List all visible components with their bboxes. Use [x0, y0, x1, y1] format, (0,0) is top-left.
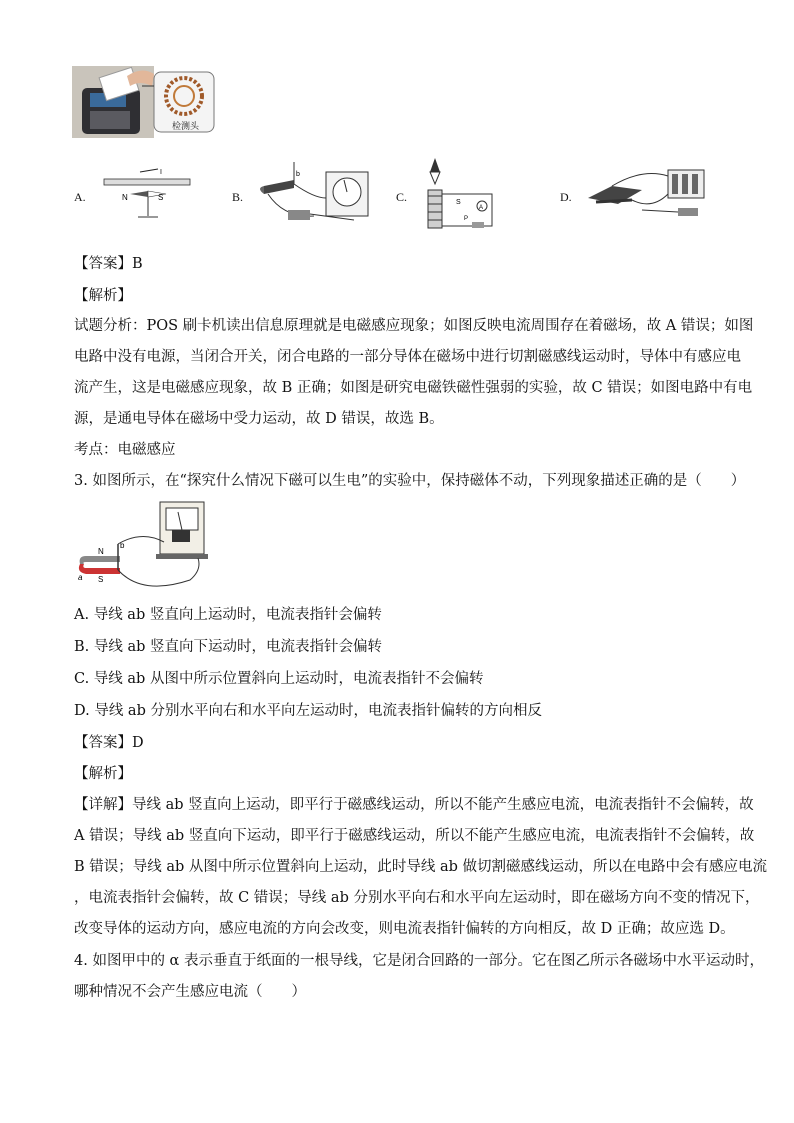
answer-prefix: 【答案】: [74, 256, 132, 272]
answer-prefix: 【答案】: [74, 735, 132, 751]
q2-answer: [74, 254, 143, 274]
q3-answer: [74, 733, 144, 753]
svg-text:I: I: [160, 169, 162, 176]
option-d-figure: [582, 164, 710, 228]
q3-detail-line: B 错误；导线 ab 从图中所示位置斜向上运动，此时导线 ab 做切割磁感线运动，所以在电路中会有感应电流: [74, 859, 768, 875]
answer-value: D: [132, 735, 144, 751]
q3-analysis-title: 【解析】: [74, 766, 132, 782]
q3-detail-line: A 错误；导线 ab 竖直向下运动，即平行于磁感线运动，所以不能产生感应电流，电流表指针不会偏转，故: [74, 828, 755, 844]
option-c-label: C.: [396, 190, 408, 204]
q2-analysis-title: 【解析】: [74, 288, 132, 304]
svg-text:A: A: [479, 205, 484, 211]
q2-analysis-line: 源，是通电导体在磁场中受力运动，故 D 错误，故选 B。: [74, 411, 444, 427]
q2-analysis-line: 流产生，这是电磁感应现象，故 B 正确；如图是研究电磁铁磁性强弱的实验，故 C 错误；如图电路中有电: [74, 380, 753, 396]
svg-text:a: a: [78, 573, 83, 582]
svg-text:P: P: [464, 216, 469, 222]
q3-detail-line: ，电流表指针会偏转，故 C 错误；导线 ab 分别水平向右和水平向左运动时，即在磁场方向不变的情况下，: [74, 890, 760, 906]
q4-stem-line: 哪种情况不会产生感应电流（ ）: [74, 984, 306, 1000]
q3-detail-line: 【详解】导线 ab 竖直向上运动，即平行于磁感线运动，所以不能产生感应电流，电流表指针不会偏转，故: [74, 797, 754, 813]
q3-stem: 3. 如图所示，在“探究什么情况下磁可以生电”的实验中，保持磁体不动，下列现象描述正确的是（ ）: [74, 473, 746, 489]
detector-label: 检测头: [172, 121, 200, 131]
svg-text:S: S: [456, 199, 461, 206]
q2-analysis-line: 电路中没有电源，当闭合开关，闭合电路的一部分导体在磁场中进行切割磁感线运动时，导体中有感应电: [74, 349, 741, 365]
q3-option-c: C. 导线 ab 从图中所示位置斜向上运动时，电流表指针不会偏转: [74, 671, 484, 687]
q2-analysis-line: 试题分析：POS 刷卡机读出信息原理就是电磁感应现象；如图反映电流周围存在着磁场，故 A 错误；如图: [74, 318, 754, 334]
option-b-figure: [254, 158, 372, 234]
svg-text:S: S: [158, 193, 164, 202]
pos-machine-figure: [72, 66, 218, 140]
svg-text:b: b: [296, 171, 300, 178]
svg-text:N: N: [98, 547, 104, 556]
option-b-label: B.: [232, 190, 244, 204]
option-c-figure: [418, 156, 498, 234]
q4-stem-line: 4. 如图甲中的 α 表示垂直于纸面的一根导线，它是闭合回路的一部分。它在图乙所示各磁场中水平运动时，: [74, 953, 764, 969]
q3-option-b: B. 导线 ab 竖直向下运动时，电流表指针会偏转: [74, 639, 383, 655]
option-d-label: D.: [560, 190, 572, 204]
svg-text:b: b: [120, 541, 125, 550]
q3-detail-line: 改变导体的运动方向，感应电流的方向会改变，则电流表指针偏转的方向相反，故 D 正确；故应选 D。: [74, 921, 735, 937]
svg-text:S: S: [98, 575, 104, 584]
answer-value: B: [132, 256, 143, 272]
q3-option-d: D. 导线 ab 分别水平向右和水平向左运动时，电流表指针偏转的方向相反: [74, 703, 542, 719]
q2-kaodian: 考点：电磁感应: [74, 442, 176, 458]
option-a-label: A.: [74, 190, 86, 204]
q3-experiment-figure: [72, 500, 208, 594]
option-a-figure: [100, 166, 196, 226]
svg-text:N: N: [122, 193, 128, 202]
q3-option-a: A. 导线 ab 竖直向上运动时，电流表指针会偏转: [74, 607, 382, 623]
